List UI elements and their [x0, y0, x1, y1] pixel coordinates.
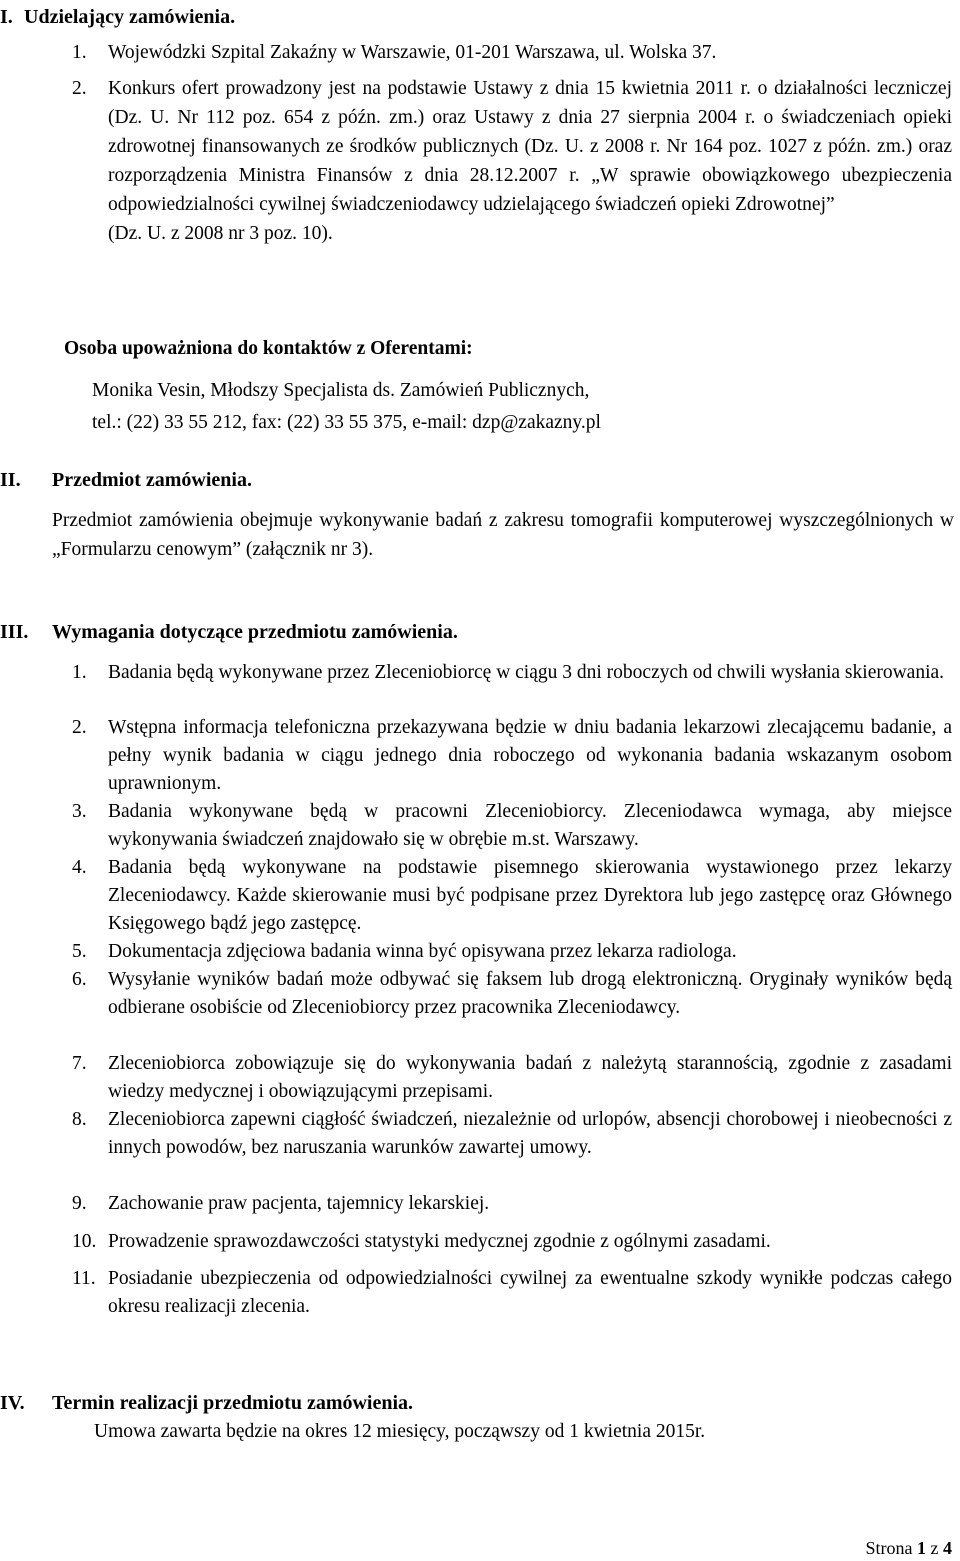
list-item — [72, 938, 952, 966]
item-number: 11. — [72, 1268, 96, 1289]
item-text: Badania wykonywane będą w pracowni Zleceniobiorcy. Zleceniodawca wymaga, aby miejsce wykonywania świadczeń znajdowało się w obrębie m.st. Warszawy. — [108, 801, 952, 850]
item-number: 7. — [72, 1053, 87, 1074]
item-text: Posiadanie ubezpieczenia od odpowiedzialności cywilnej za ewentualne szkody wynikłe podczas całego okresu realizacji zlecenia. — [108, 1268, 952, 1317]
item-number: 1. — [72, 662, 87, 683]
item-number: 1. — [72, 42, 87, 63]
item-text: Wojewódzki Szpital Zakaźny w Warszawie, 01-201 Warszawa, ul. Wolska 37. — [108, 42, 717, 63]
item-text: Zleceniobiorca zobowiązuje się do wykonywania badań z należytą starannością, zgodnie z zasadami wiedzy medycznej i obowiązującymi przepisami. — [108, 1053, 952, 1102]
item-number: 9. — [72, 1193, 87, 1214]
item-text: Konkurs ofert prowadzony jest na podstawie Ustawy z dnia 15 kwietnia 2011 r. o działalności leczniczej (Dz. U. Nr 112 poz. 654 z późn. zm.) oraz Ustawy z dnia 27 sierpnia 2004 r. o świadczeniach opieki zdrowotnej finansowanych ze środków publicznych (Dz. U. z 2008 r. Nr 164 poz. 1027 z późn. zm.) oraz rozporządzenia Ministra Finansów z dnia 28.12.2007 r. „W sprawie obowiązkowego ubezpieczenia odpowiedzialności cywilnej świadczeniodawcy udzielającego świadczeń opieki Zdrowotnej” — [108, 78, 952, 215]
section-title: Przedmiot zamówienia. — [52, 469, 252, 491]
contact-details: tel.: (22) 33 55 212, fax: (22) 33 55 375, e-mail: dzp@zakazny.pl — [92, 412, 601, 433]
section-heading-4 — [0, 1390, 414, 1416]
list-item — [72, 1106, 952, 1162]
current-page: 1 — [917, 1538, 926, 1558]
item-text: Wstępna informacja telefoniczna przekazywana będzie w dniu badania lekarzowi zlecającemu badanie, a pełny wynik badania w ciągu jednego dnia roboczego od wykonania badania wskazanym osobom uprawnionym. — [108, 717, 952, 794]
item-text: Wysyłanie wyników badań może odbywać się faksem lub drogą elektroniczną. Oryginały wyników będą odbierane osobiście od Zleceniobiorcy przez pracownika Zleceniodawcy. — [108, 969, 952, 1018]
section-heading-2 — [0, 467, 252, 493]
item-number: 8. — [72, 1109, 87, 1130]
list-item — [72, 1190, 952, 1218]
section-heading-1 — [0, 4, 236, 30]
list-item — [72, 966, 952, 1022]
item-number: 6. — [72, 969, 87, 990]
contact-person: Monika Vesin, Młodszy Specjalista ds. Zamówień Publicznych, — [92, 380, 590, 401]
section-number: I. — [0, 6, 13, 28]
list-item — [72, 1050, 952, 1106]
list-item — [72, 659, 952, 687]
contact-heading: Osoba upoważniona do kontaktów z Oferentami: — [64, 338, 473, 359]
section-heading-3 — [0, 619, 458, 645]
section-number: II. — [0, 469, 21, 491]
section-title: Udzielający zamówienia. — [24, 6, 236, 28]
item-number: 3. — [72, 801, 87, 822]
item-number: 5. — [72, 941, 87, 962]
item-text: Prowadzenie sprawozdawczości statystyki medycznej zgodnie z ogólnymi zasadami. — [108, 1231, 771, 1252]
list-item — [72, 854, 952, 938]
item-number: 4. — [72, 857, 87, 878]
section-paragraph: Przedmiot zamówienia obejmuje wykonywanie badań z zakresu tomografii komputerowej wyszczególnionych w „Formularzu cenowym” (załącznik nr 3). — [52, 510, 954, 560]
total-pages: 4 — [943, 1538, 952, 1558]
list-item — [72, 38, 952, 67]
section-title: Wymagania dotyczące przedmiotu zamówienia. — [52, 621, 458, 643]
list-item — [72, 1265, 952, 1321]
list-item — [72, 74, 952, 248]
page-separator: z — [930, 1538, 939, 1558]
section-number: IV. — [0, 1392, 25, 1414]
item-number: 10. — [72, 1231, 97, 1252]
item-text-tail: (Dz. U. z 2008 nr 3 poz. 10). — [108, 223, 333, 244]
section-number: III. — [0, 621, 29, 643]
list-item — [72, 798, 952, 854]
section-title: Termin realizacji przedmiotu zamówienia. — [52, 1392, 414, 1414]
list-item — [72, 714, 952, 798]
section-paragraph: Umowa zawarta będzie na okres 12 miesięcy, począwszy od 1 kwietnia 2015r. — [94, 1421, 706, 1442]
item-number: 2. — [72, 78, 87, 99]
item-text: Badania będą wykonywane przez Zleceniobiorcę w ciągu 3 dni roboczych od chwili wysłania skierowania. — [108, 662, 945, 683]
page-label: Strona — [865, 1538, 913, 1558]
item-text: Zleceniobiorca zapewni ciągłość świadczeń, niezależnie od urlopów, absencji chorobowej i nieobecności z innych powodów, bez naruszania warunków zawartej umowy. — [108, 1109, 952, 1158]
item-number: 2. — [72, 717, 87, 738]
item-text: Zachowanie praw pacjenta, tajemnicy lekarskiej. — [108, 1193, 490, 1214]
list-item — [72, 1228, 952, 1256]
page-number — [866, 1537, 953, 1559]
item-text: Dokumentacja zdjęciowa badania winna być opisywana przez lekarza radiologa. — [108, 941, 737, 962]
item-text: Badania będą wykonywane na podstawie pisemnego skierowania wystawionego przez lekarzy Zleceniodawcy. Każde skierowanie musi być podpisane przez Dyrektora lub jego zastępcę oraz Głównego Księgowego bądź jego zastępcę. — [108, 857, 952, 934]
